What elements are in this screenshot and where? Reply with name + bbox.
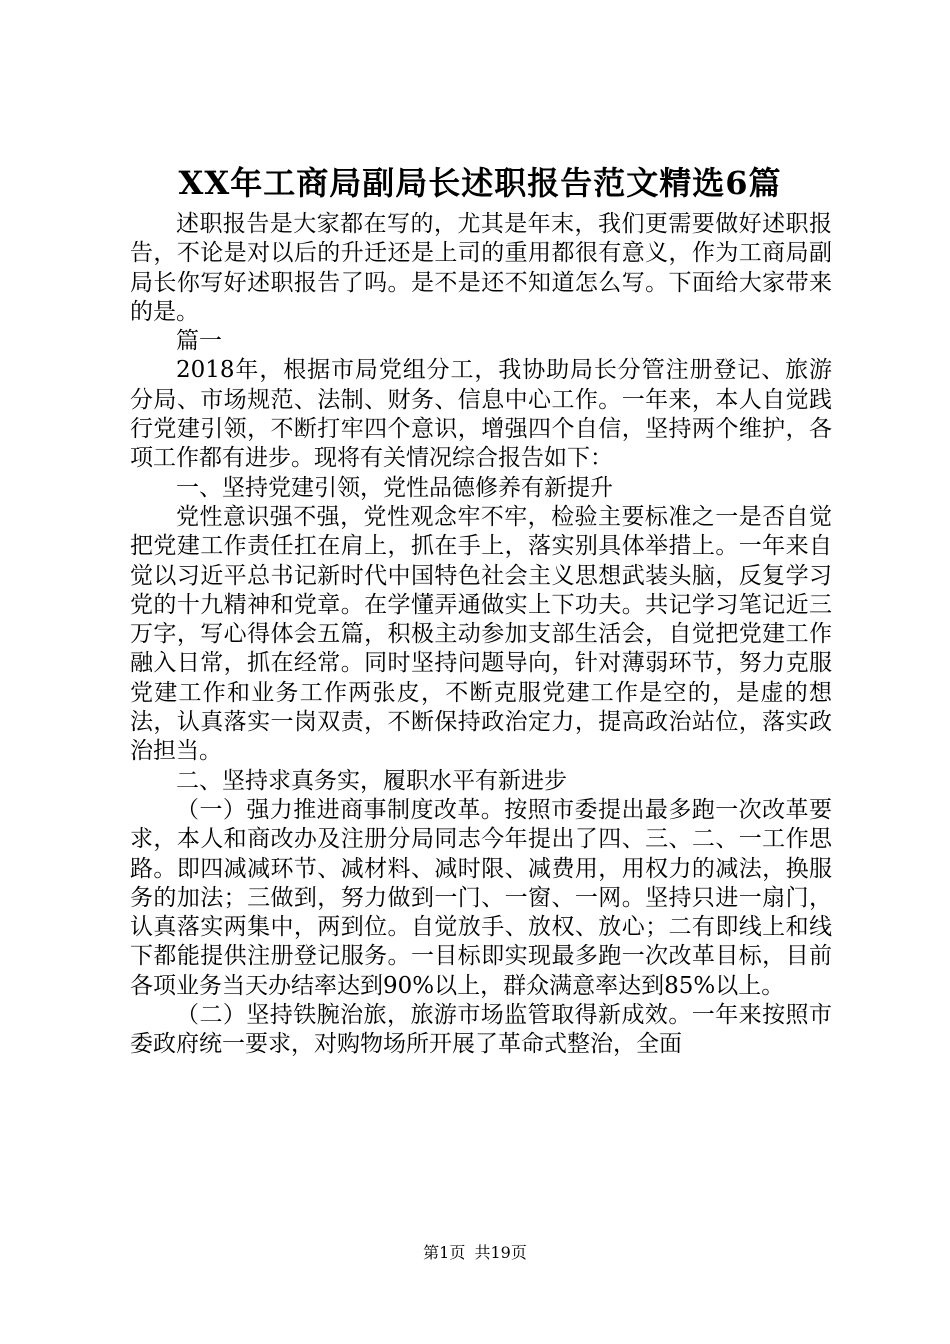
- document-title: XX年工商局副局长述职报告范文精选6篇: [178, 164, 782, 202]
- intro-paragraph: 述职报告是大家都在写的，尤其是年末，我们更需要做好述职报告，不论是对以后的升迁还是上司的重用都很有意义，作为工商局副局长你写好述职报告了吗。是不是还不知道怎么写。下面给大家带来的是。: [130, 211, 832, 325]
- body-paragraph: （一）强力推进商事制度改革。按照市委提出最多跑一次改革要求，本人和商改办及注册分局同志今年提出了四、三、二、一工作思路。即四减减环节、减材料、减时限、减费用，用权力的减法，换服务的加法；三做到，努力做到一门、一窗、一网。坚持只进一扇门，认真落实两集中，两到位。自觉放手、放权、放心；二有即线上和线下都能提供注册登记服务。一目标即实现最多跑一次改革目标，目前各项业务当天办结率达到90%以上，群众满意率达到85%以上。: [130, 796, 832, 999]
- document-body: [130, 210, 832, 1060]
- section-label: 篇一: [176, 328, 222, 355]
- page-number: 第1页: [423, 1243, 466, 1262]
- section-heading: 一、坚持党建引领，党性品德修养有新提升: [176, 474, 613, 501]
- body-paragraph: 2018年，根据市局党组分工，我协助局长分管注册登记、旅游分局、市场规范、法制、财务、信息中心工作。一年来，本人自觉践行党建引领，不断打牢四个意识，增强四个自信，坚持两个维护，各项工作都有进步。现将有关情况综合报告如下：: [130, 357, 832, 472]
- page-footer: [0, 1242, 950, 1264]
- body-paragraph: 党性意识强不强，党性观念牢不牢，检验主要标准之一是否自觉把党建工作责任扛在肩上，抓在手上，落实别具体举措上。一年来自觉以习近平总书记新时代中国特色社会主义思想武装头脑，反复学习党的十九精神和党章。在学懂弄通做实上下功夫。共记学习笔记近三万字，写心得体会五篇，积极主动参加支部生活会，自觉把党建工作融入日常，抓在经常。同时坚持问题导向，针对薄弱环节，努力克服党建工作和业务工作两张皮，不断克服党建工作是空的，是虚的想法，认真落实一岗双责，不断保持政治定力，提高政治站位，落实政治担当。: [130, 503, 832, 765]
- section-heading: 二、坚持求真务实，履职水平有新进步: [176, 767, 567, 794]
- page-total: 共19页: [474, 1243, 527, 1262]
- body-paragraph: （二）坚持铁腕治旅，旅游市场监管取得新成效。一年来按照市委政府统一要求，对购物场所开展了革命式整治，全面: [130, 1002, 832, 1058]
